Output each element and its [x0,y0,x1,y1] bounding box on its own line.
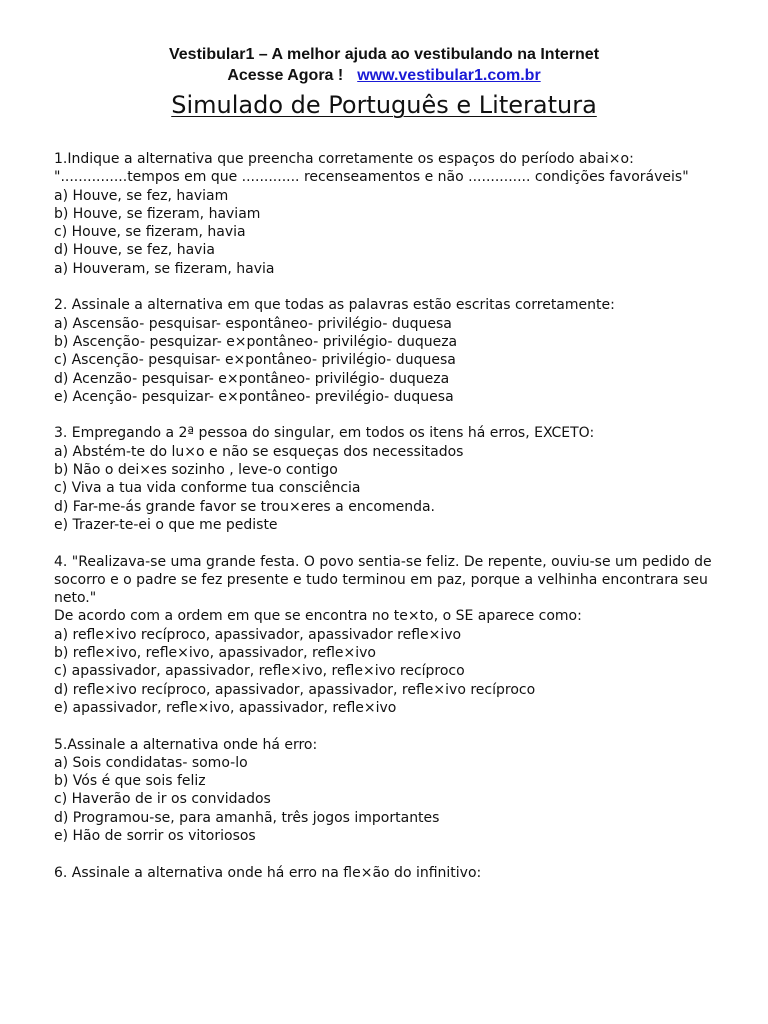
option-item: a) Abstém-te do lu×o e não se esqueças dos necessitados [54,443,464,460]
option-item: c) apassivador, apassivador, refle×ivo, refle×ivo recíproco [54,663,465,680]
option-item: e) apassivador, refle×ivo, apassivador, refle×ivo [54,699,397,716]
question-5 [54,736,722,846]
option-item: e) Trazer-te-ei o que me pediste [54,516,278,533]
option-item: b) Vós é que sois feliz [54,773,206,790]
question-list [54,150,722,900]
option-item: b) Houve, se fizeram, haviam [54,205,261,222]
option-list [54,187,722,278]
question-4 [54,553,722,718]
option-item: e) Acenção- pesquizar- e×pontâneo- previlégio- duquesa [54,388,454,405]
option-item: c) Houve, se fizeram, havia [54,224,246,241]
site-cta-line [0,66,768,86]
question-prompt: 2. Assinale a alternativa em que todas as palavras estão escritas corretamente: [54,297,615,314]
site-link[interactable]: www.vestibular1.com.br [357,67,541,84]
question-prompt: 3. Empregando a 2ª pessoa do singular, em todos os itens há erros, EXCETO: [54,425,595,442]
option-item: e) Hão de sorrir os vitoriosos [54,827,256,844]
site-banner: Vestibular1 – A melhor ajuda ao vestibulando na Internet [168,46,600,63]
option-list [54,754,722,845]
page-title: Simulado de Português e Literatura [171,91,597,119]
question-3 [54,424,722,534]
option-item: b) Ascenção- pesquizar- e×pontâneo- privilégio- duqueza [54,333,458,350]
option-item: b) Não o dei×es sozinho , leve-o contigo [54,462,338,479]
cta-text: Acesse Agora ! [227,67,344,84]
option-item: c) Ascenção- pesquisar- e×pontâneo- privilégio- duquesa [54,352,456,369]
option-item: b) refle×ivo, refle×ivo, apassivador, refle×ivo [54,645,376,662]
option-item: a) Houveram, se fizeram, havia [54,260,275,277]
option-item: d) refle×ivo recíproco, apassivador, apassivador, refle×ivo recíproco [54,681,536,698]
option-list [54,626,722,717]
option-list [54,443,722,534]
question-instruction: De acordo com a ordem em que se encontra no te×to, o SE aparece como: [54,608,582,625]
question-6 [54,864,722,882]
question-prompt: 6. Assinale a alternativa onde há erro na fle×ão do infinitivo: [54,864,482,881]
option-item: d) Far-me-ás grande favor se trou×eres a encomenda. [54,498,435,515]
option-item: d) Houve, se fez, havia [54,242,215,259]
option-item: c) Viva a tua vida conforme tua consciência [54,480,361,497]
option-item: c) Haverão de ir os convidados [54,791,271,808]
question-1 [54,150,722,278]
option-item: a) Houve, se fez, haviam [54,187,229,204]
option-item: a) refle×ivo recíproco, apassivador, apassivador refle×ivo [54,626,462,643]
option-item: a) Ascensão- pesquisar- espontâneo- privilégio- duquesa [54,315,452,332]
option-item: a) Sois condidatas- somo-lo [54,754,248,771]
question-prompt: 1.Indique a alternativa que preencha corretamente os espaços do período abai×o: "...............tempos em que ............. recenseamentos e não .............. condições favoráveis" [54,151,689,186]
question-2 [54,296,722,406]
question-prompt: 5.Assinale a alternativa onde há erro: [54,736,318,753]
option-item: d) Acenzão- pesquisar- e×pontâneo- privilégio- duqueza [54,370,450,387]
question-prompt: 4. "Realizava-se uma grande festa. O povo sentia-se feliz. De repente, ouviu-se um pedido de socorro e o padre se fez presente e tudo terminou em paz, porque a velhinha encontrara seu neto." [54,553,712,607]
option-item: d) Programou-se, para amanhã, três jogos importantes [54,809,440,826]
option-list [54,315,722,406]
